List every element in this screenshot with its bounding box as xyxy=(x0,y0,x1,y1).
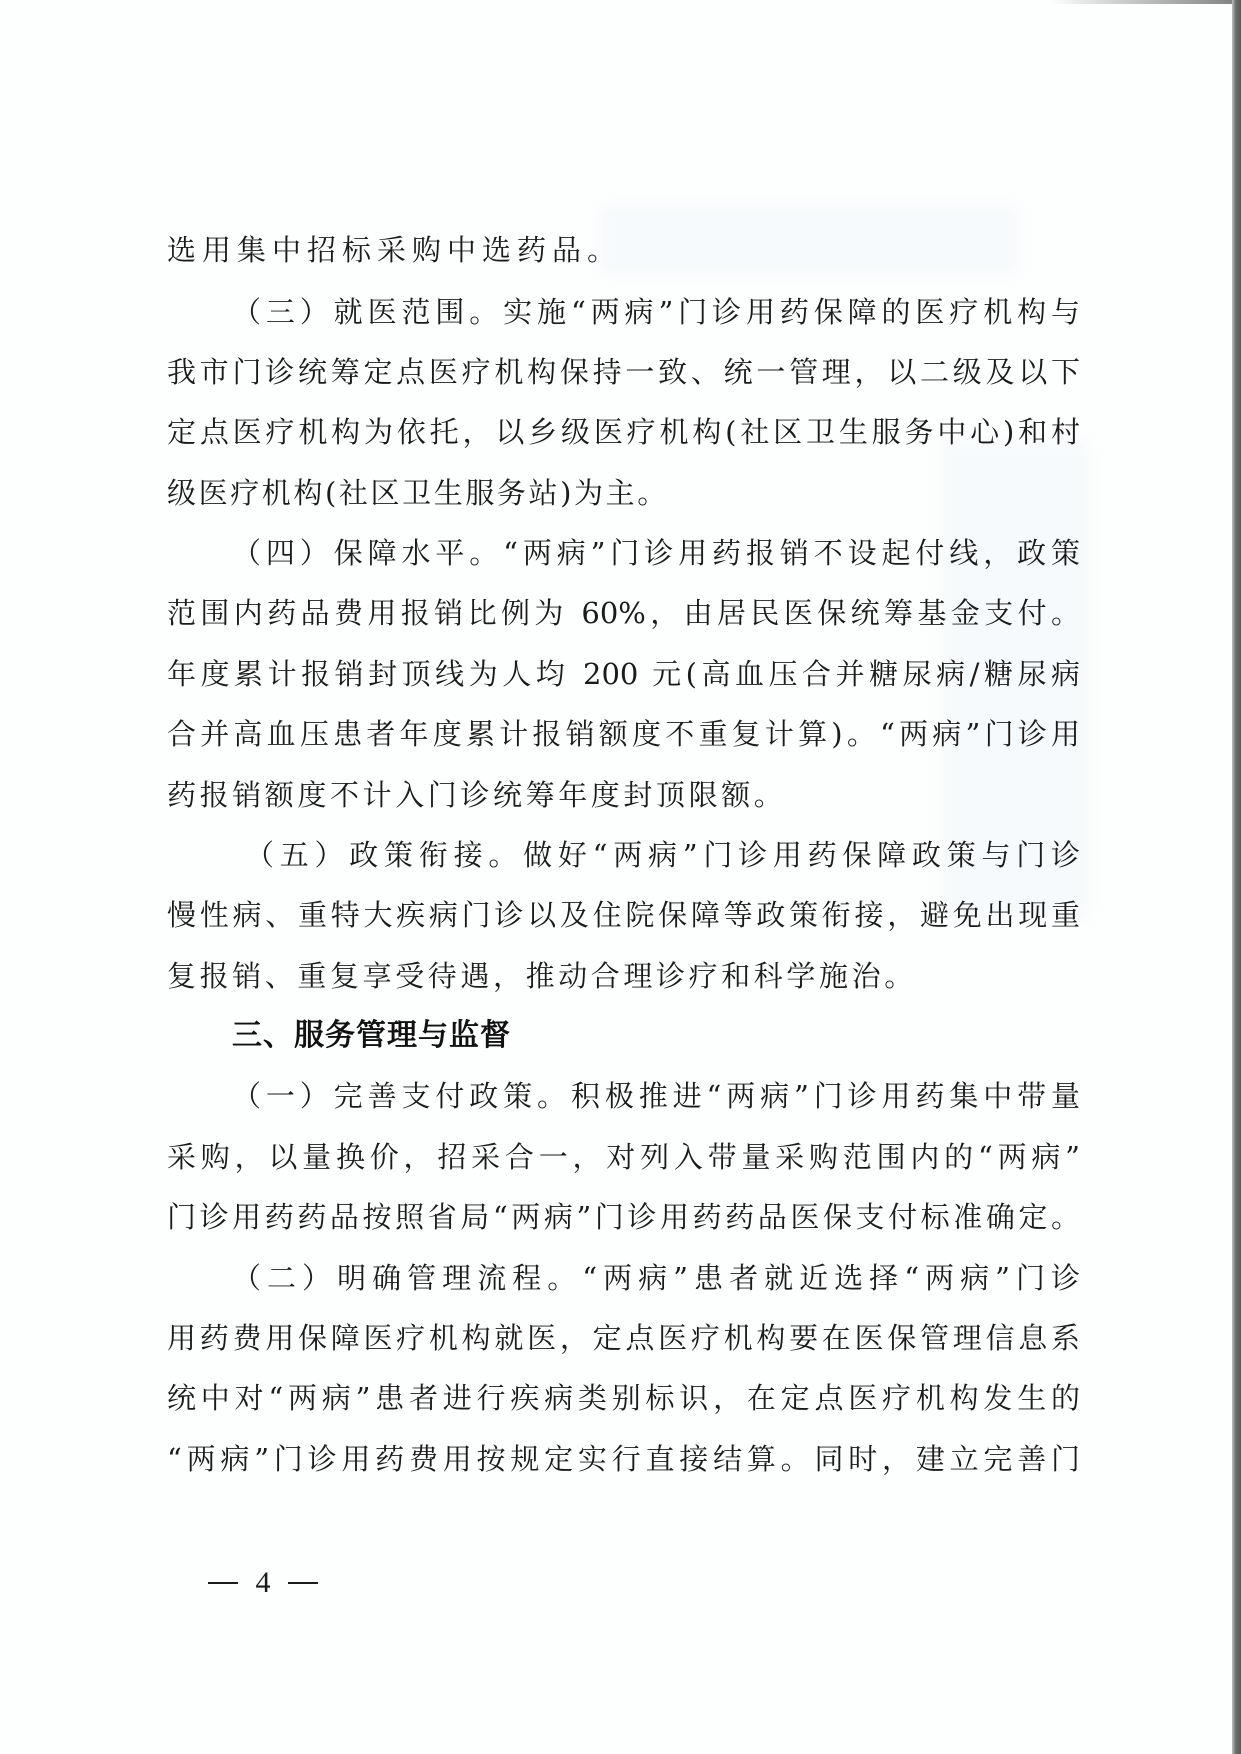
page-number-value: 4 xyxy=(255,1566,271,1599)
page-number xyxy=(208,1564,318,1602)
text-line-4: 定点医疗机构为依托，以乡级医疗机构(社区卫生服务中心)和村 xyxy=(167,415,1080,449)
text-line-18: （二）明确管理流程。“两病”患者就近选择“两病”门诊 xyxy=(232,1261,1080,1295)
text-line-21: “两病”门诊用药费用按规定实行直接结算。同时，建立完善门 xyxy=(167,1442,1080,1476)
text-line-9: 合并高血压患者年度累计报销额度不重复计算)。“两病”门诊用 xyxy=(167,717,1080,751)
text-line-10: 药报销额度不计入门诊统筹年度封顶限额。 xyxy=(167,778,787,812)
text-line-13: 复报销、重复享受待遇，推动合理诊疗和科学施治。 xyxy=(167,959,917,993)
bleed-through-shadow xyxy=(600,205,1020,275)
scan-edge-top xyxy=(1050,0,1241,4)
text-line-2: （三）就医范围。实施“两病”门诊用药保障的医疗机构与 xyxy=(232,295,1080,329)
text-line-17: 门诊用药药品按照省局“两病”门诊用药药品医保支付标准确定。 xyxy=(167,1200,1080,1234)
dash-right xyxy=(288,1582,318,1584)
text-line-5: 级医疗机构(社区卫生服务站)为主。 xyxy=(167,476,669,510)
dash-left xyxy=(208,1582,238,1584)
text-line-8: 年度累计报销封顶线为人均 200 元(高血压合并糖尿病/糖尿病 xyxy=(167,657,1080,691)
scan-edge-right xyxy=(1232,0,1241,1754)
text-line-1: 选用集中招标采购中选药品。 xyxy=(167,233,623,267)
text-line-15: （一）完善支付政策。积极推进“两病”门诊用药集中带量 xyxy=(232,1079,1080,1113)
text-line-12: 慢性病、重特大疾病门诊以及住院保障等政策衔接，避免出现重 xyxy=(167,898,1080,932)
section-heading-3: 三、服务管理与监督 xyxy=(232,1018,511,1053)
text-line-16: 采购，以量换价，招采合一，对列入带量采购范围内的“两病” xyxy=(167,1140,1080,1174)
text-line-11: （五）政策衔接。做好“两病”门诊用药保障政策与门诊 xyxy=(245,838,1080,872)
text-line-6: （四）保障水平。“两病”门诊用药报销不设起付线，政策 xyxy=(232,536,1080,570)
text-line-19: 用药费用保障医疗机构就医，定点医疗机构要在医保管理信息系 xyxy=(167,1321,1080,1355)
text-line-3: 我市门诊统筹定点医疗机构保持一致、统一管理，以二级及以下 xyxy=(167,355,1080,389)
text-line-7: 范围内药品费用报销比例为 60%，由居民医保统筹基金支付。 xyxy=(167,596,1080,630)
text-line-20: 统中对“两病”患者进行疾病类别标识，在定点医疗机构发生的 xyxy=(167,1381,1080,1415)
